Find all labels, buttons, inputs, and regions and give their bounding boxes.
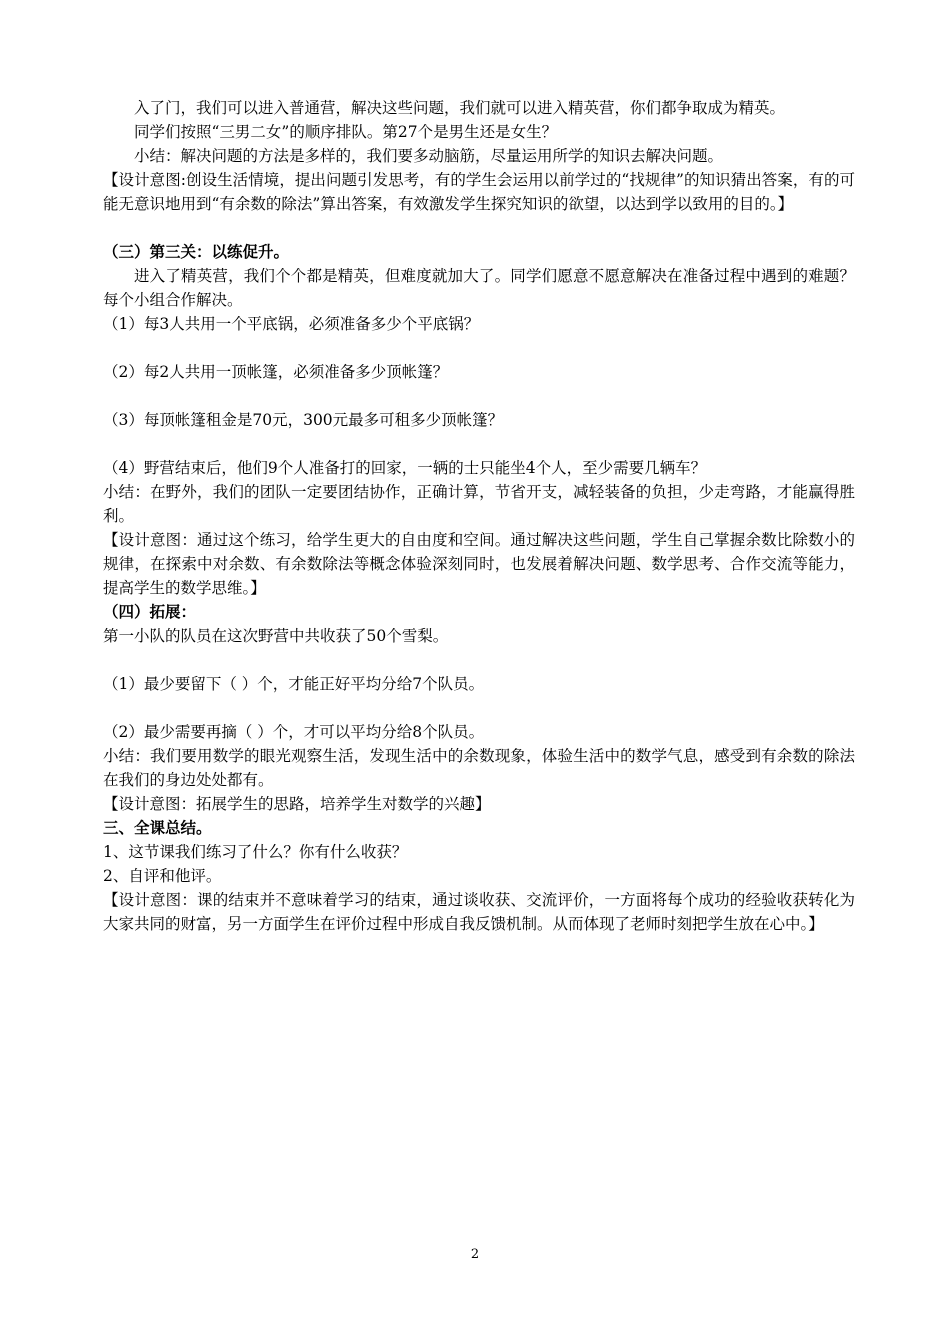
design-intent-paragraph: 【设计意图：课的结束并不意味着学习的结束，通过谈收获、交流评价，一方面将每个成功的经验收获转化为大家共同的财富，另一方面学生在评价过程中形成自我反馈机制。从而体现了老师时刻把学生放在心中。】 bbox=[103, 891, 855, 933]
spacer bbox=[103, 648, 855, 672]
spacer bbox=[103, 432, 855, 456]
exercise-item: （3）每顶帐篷租金是70元，300元最多可租多少顶帐篷？ bbox=[103, 411, 504, 429]
body-paragraph: 进入了精英营，我们个个都是精英，但难度就加大了。同学们愿意不愿意解决在准备过程中遇到的难题？每个小组合作解决。 bbox=[103, 267, 855, 309]
document-page bbox=[103, 96, 855, 936]
spacer bbox=[103, 216, 855, 240]
exercise-item: （2）最少需要再摘（ ）个，才可以平均分给8个队员。 bbox=[103, 723, 485, 741]
design-intent-paragraph: 【设计意图：拓展学生的思路，培养学生对数学的兴趣】 bbox=[103, 795, 491, 813]
section-heading: （四）拓展： bbox=[103, 602, 197, 621]
spacer bbox=[103, 384, 855, 408]
summary-paragraph: 小结：我们要用数学的眼光观察生活，发现生活中的余数现象，体验生活中的数学气息，感受到有余数的除法在我们的身边处处都有。 bbox=[103, 747, 855, 789]
exercise-item: （1）最少要留下（ ）个，才能正好平均分给7个队员。 bbox=[103, 675, 485, 693]
list-item: 1、这节课我们练习了什么？你有什么收获？ bbox=[103, 843, 408, 861]
exercise-item: （2）每2人共用一顶帐篷，必须准备多少顶帐篷？ bbox=[103, 363, 449, 381]
section-heading: 三、全课总结。 bbox=[103, 818, 212, 837]
list-item: 2、自评和他评。 bbox=[103, 867, 222, 885]
section-heading: （三）第三关：以练促升。 bbox=[103, 242, 290, 261]
page-number: 2 bbox=[470, 1247, 480, 1262]
summary-paragraph: 小结：在野外，我们的团队一定要团结协作，正确计算，节省开支，减轻装备的负担，少走弯路，才能赢得胜利。 bbox=[103, 483, 855, 525]
design-intent-paragraph: 【设计意图:创设生活情境，提出问题引发思考，有的学生会运用以前学过的“找规律”的知识猜出答案，有的可能无意识地用到“有余数的除法”算出答案，有效激发学生探究知识的欲望，以达到学以致用的目的。】 bbox=[103, 171, 855, 213]
exercise-item: （4）野营结束后，他们9个人准备打的回家，一辆的士只能坐4个人，至少需要几辆车？ bbox=[103, 459, 707, 477]
summary-paragraph: 小结：解决问题的方法是多样的，我们要多动脑筋，尽量运用所学的知识去解决问题。 bbox=[134, 147, 724, 165]
body-paragraph: 第一小队的队员在这次野营中共收获了50个雪梨。 bbox=[103, 627, 449, 645]
intro-paragraph: 入了门，我们可以进入普通营，解决这些问题，我们就可以进入精英营，你们都争取成为精英。 bbox=[134, 99, 786, 117]
design-intent-paragraph: 【设计意图：通过这个练习，给学生更大的自由度和空间。通过解决这些问题，学生自己掌握余数比除数小的规律，在探索中对余数、有余数除法等概念体验深刻同时，也发展着解决问题、数学思考、合作交流等能力，提高学生的数学思维。】 bbox=[103, 531, 855, 597]
spacer bbox=[103, 696, 855, 720]
question-paragraph: 同学们按照“三男二女”的顺序排队。第27个是男生还是女生？ bbox=[134, 123, 558, 141]
exercise-item: （1）每3人共用一个平底锅，必须准备多少个平底锅？ bbox=[103, 315, 480, 333]
spacer bbox=[103, 336, 855, 360]
